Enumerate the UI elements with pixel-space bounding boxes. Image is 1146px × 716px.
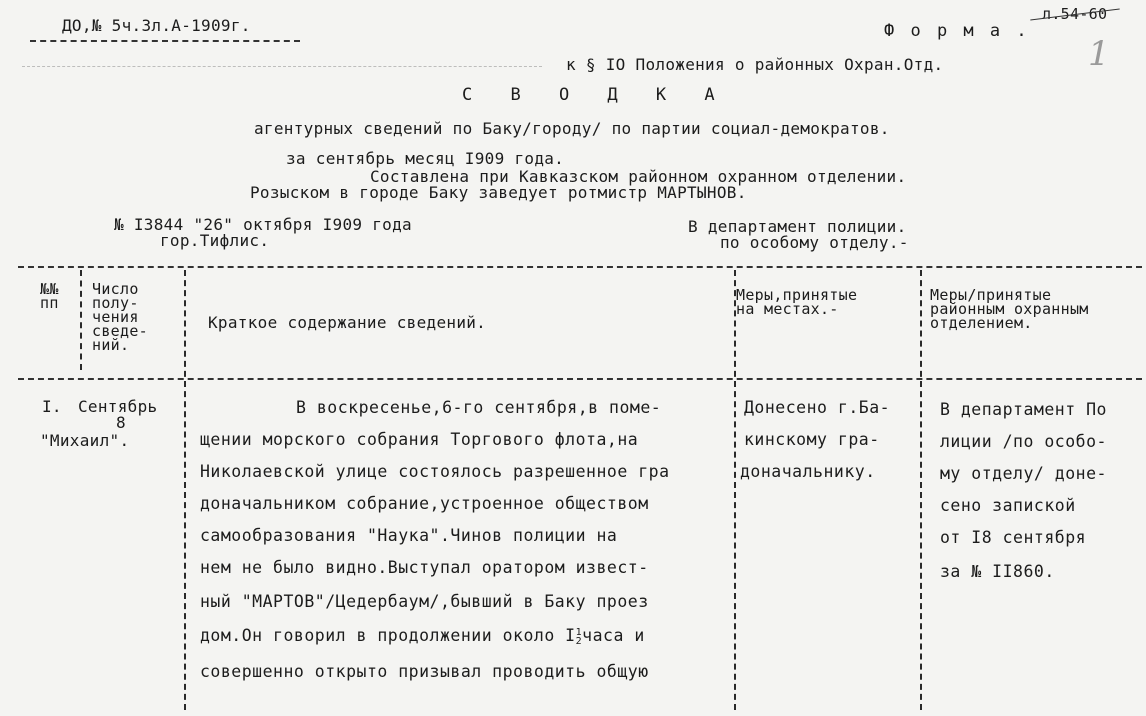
header-local-measures: Меры,принятые на местах.- [736,286,858,318]
document-number-date: № I3844 "26" октября I909 года [114,215,412,234]
content-line: щении морского собрания Торгового флота,на [200,430,639,449]
content-line: ный "МАРТОВ"/Цедербаум/,бывший в Баку проез [200,592,649,611]
header-date: Число полу- чения сведе- ний. [92,280,148,354]
addressee-line-2: по особому отделу.- [720,233,909,252]
addressee-line-1: В департамент полиции. [688,217,907,236]
content-line-with-fraction [200,626,645,646]
row-date-month: Сентябрь [78,397,158,416]
district-measure-line: сено запиской [940,496,1076,515]
row-date-day: 8 [116,413,126,432]
local-measure-line: Донесено г.Ба- [744,398,891,417]
form-label: Ф о р м а . [884,21,1030,41]
col-rule-3 [734,270,736,710]
fraction-denominator: 2 [575,635,583,647]
content-line: нем не было видно.Выступал оратором извест- [200,558,649,577]
table-header-rule [18,378,1142,380]
header-num: №№ пп [40,280,59,312]
district-measure-line: лиции /по особо- [940,432,1107,451]
header-content: Краткое содержание сведений. [208,313,487,332]
row-number: I. [42,397,62,416]
content-line: дом.Он говорил в продолжении около I [200,626,576,645]
subtitle-line-2: за сентябрь месяц I909 года. [286,149,565,168]
header-rule [30,40,300,42]
archive-reference: ДО,№ 5ч.3л.А-1909г. [62,16,251,35]
district-measure-line: В департамент По [940,400,1107,419]
row-source: "Михаил". [40,431,130,450]
document-title: С В О Д К А [462,85,729,105]
content-line-tail: часа и [582,626,645,645]
subtitle-line-1: агентурных сведений по Баку/городу/ по партии социал-демократов. [254,119,890,138]
district-measure-line: му отделу/ доне- [940,464,1107,483]
sheet-number: л.54-60 [1042,5,1108,23]
faint-rule [22,66,542,67]
local-measure-line: доначальнику. [740,462,876,481]
compiled-line: Составлена при Кавказском районном охранном отделении. [370,167,907,186]
fraction-numerator: 1 [575,626,583,638]
col-rule-1 [80,270,82,370]
form-subtitle: к § IO Положения о районных Охран.Отд. [566,55,944,74]
content-line: самообразования "Наука".Чинов полиции на [200,526,618,545]
officer-line: Розыском в городе Баку заведует ротмистр МАРТЫНОВ. [250,183,747,202]
content-line: совершенно открыто призывал проводить общую [200,662,649,681]
pencil-page-mark: 1 [1088,34,1110,74]
district-measure-line: от I8 сентября [940,528,1087,547]
table-top-rule [18,266,1142,268]
place: гор.Тифлис. [160,231,270,250]
content-line: В воскресенье,6-го сентября,в поме- [296,398,662,417]
district-measure-line: за № II860. [940,562,1055,581]
local-measure-line: кинскому гра- [744,430,880,449]
col-rule-4 [920,270,922,710]
col-rule-2 [184,270,186,710]
content-line: Николаевской улице состоялось разрешенное гра [200,462,670,481]
content-line: доначальником собрание,устроенное обществом [200,494,649,513]
header-district-measures: Меры/принятые районным охранным отделением. [930,286,1089,332]
